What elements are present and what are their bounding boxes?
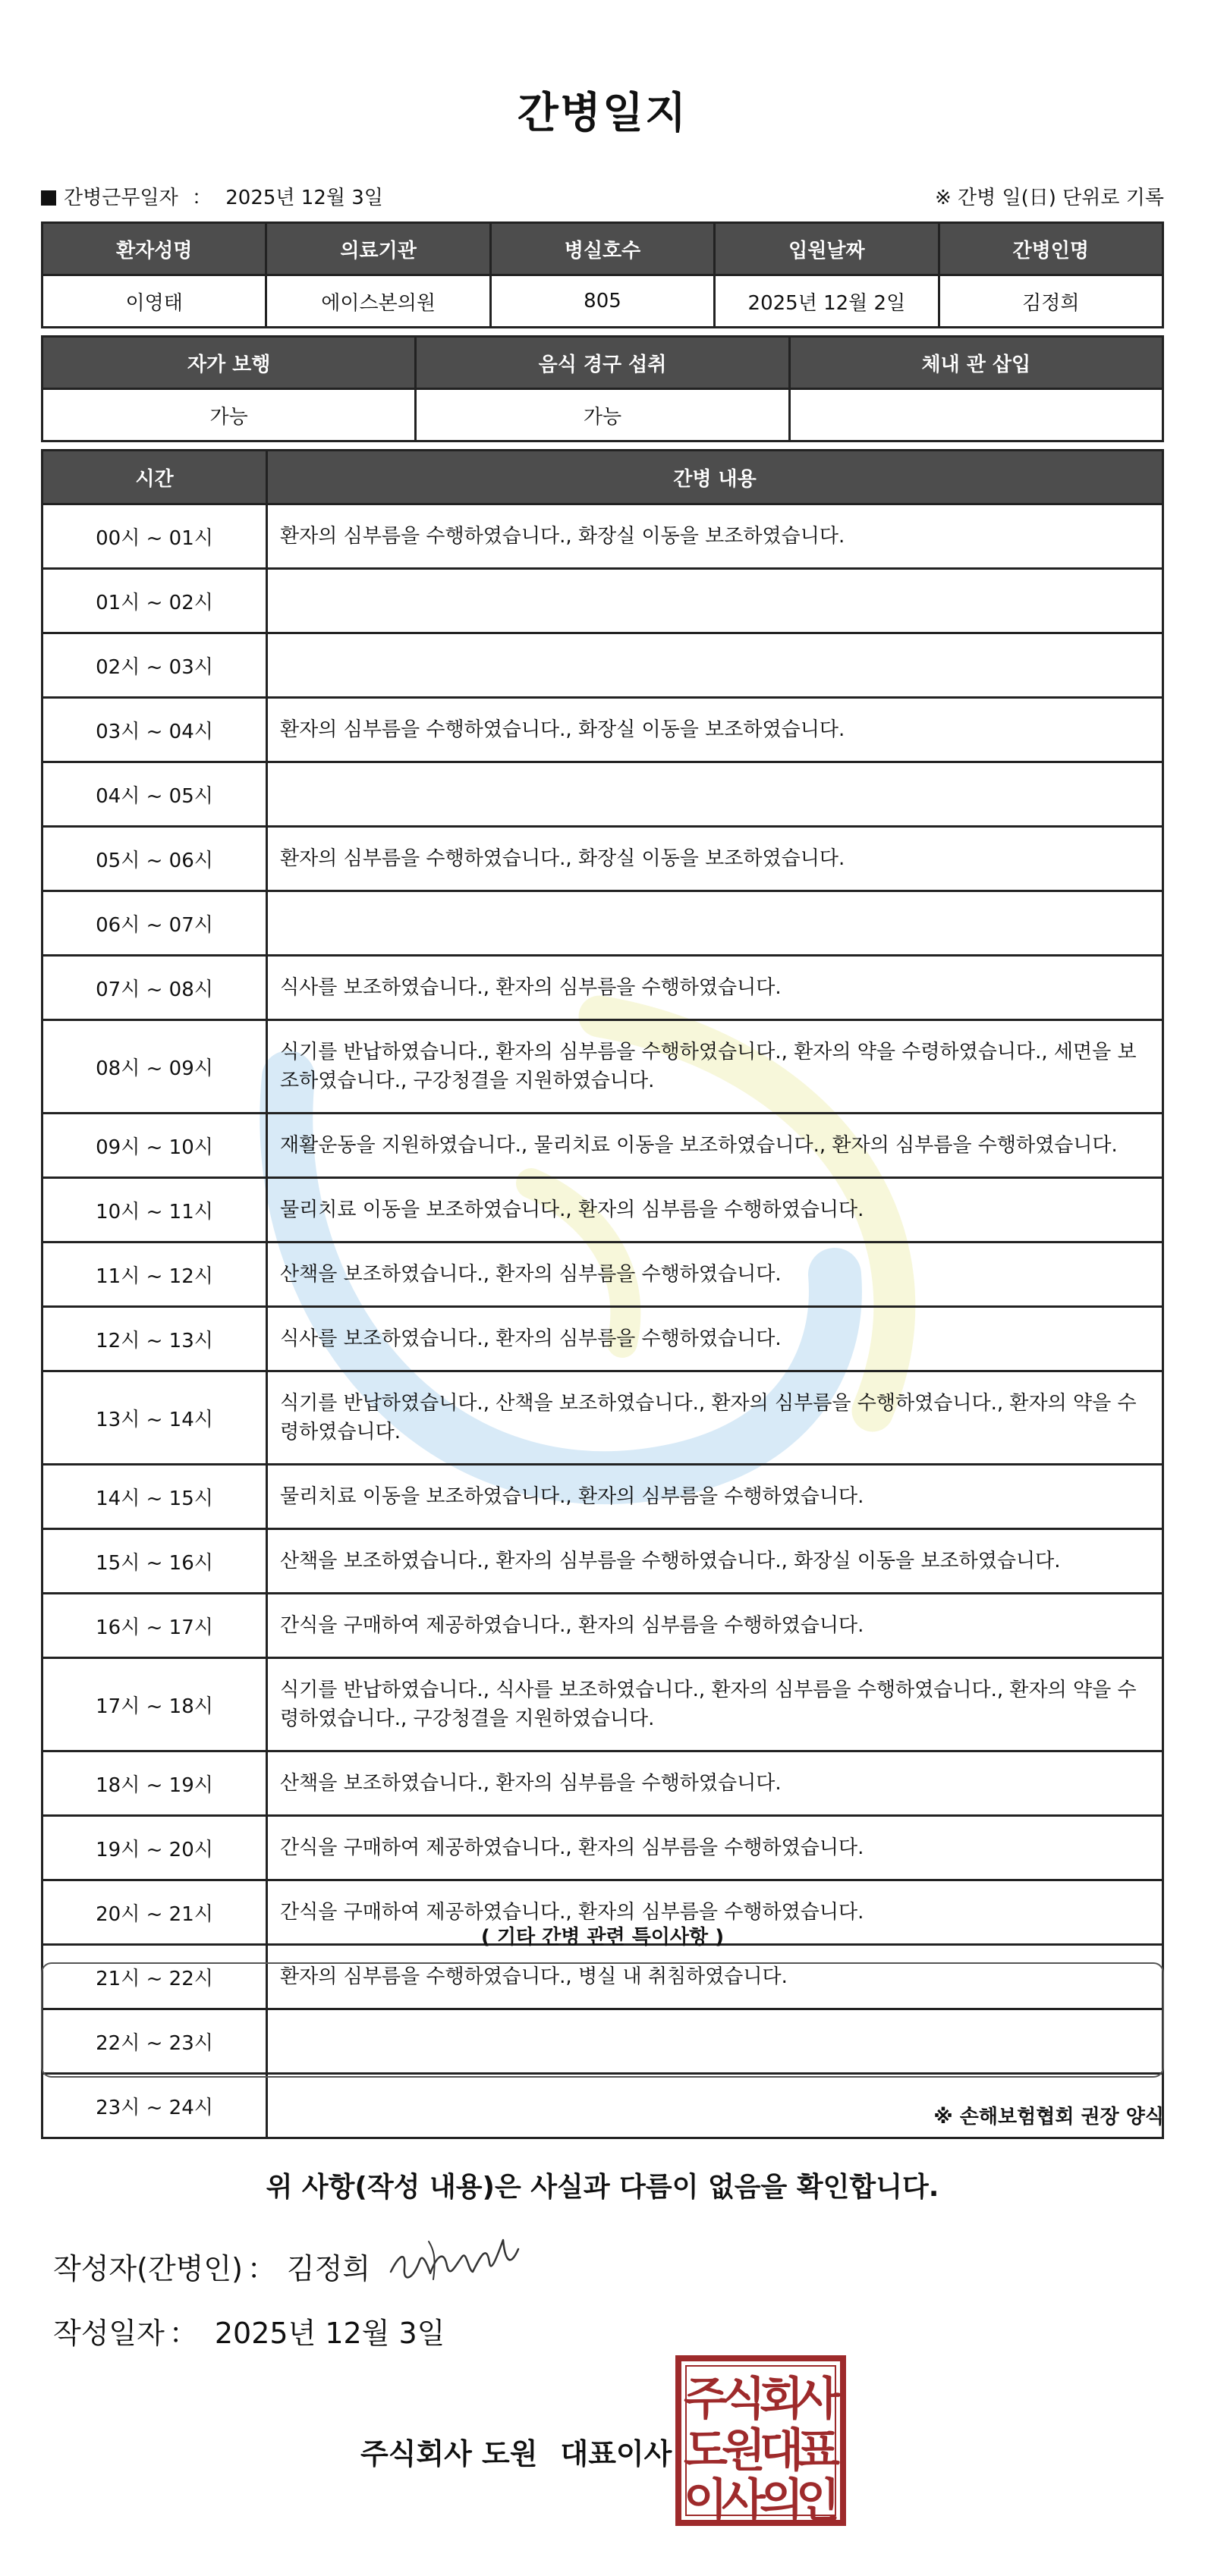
- care-log-time: 19시 ~ 20시: [42, 1816, 267, 1880]
- care-log-content: [267, 891, 1163, 956]
- care-log-time: 12시 ~ 13시: [42, 1307, 267, 1371]
- patient-status-table: [41, 335, 1164, 442]
- care-log-content: 식기를 반납하였습니다., 식사를 보조하였습니다., 환자의 심부름을 수행하였습니다., 환자의 약을 수령하였습니다., 구강청결을 지원하였습니다.: [267, 1658, 1163, 1751]
- info-header-admission-date: 입원날짜: [715, 223, 939, 275]
- care-log-row: [42, 1594, 1163, 1658]
- care-log-time: 00시 ~ 01시: [42, 504, 267, 569]
- patient-status-value-row: [42, 389, 1163, 441]
- care-log-time: 02시 ~ 03시: [42, 633, 267, 698]
- care-log-row: [42, 569, 1163, 633]
- seal-char: 이: [684, 2474, 728, 2526]
- care-log-content: 식사를 보조하였습니다., 환자의 심부름을 수행하였습니다.: [267, 956, 1163, 1020]
- care-log-row: [42, 1529, 1163, 1594]
- written-date-label: 작성일자: [53, 2317, 165, 2350]
- care-log-content: 재활운동을 지원하였습니다., 물리치료 이동을 보조하였습니다., 환자의 심부름을 수행하였습니다.: [267, 1114, 1163, 1178]
- care-log-content: 식기를 반납하였습니다., 산책을 보조하였습니다., 환자의 심부름을 수행하였습니다., 환자의 약을 수령하였습니다.: [267, 1371, 1163, 1465]
- remarks-box: [41, 1962, 1164, 2078]
- care-log-row: [42, 1242, 1163, 1307]
- care-log-time: 15시 ~ 16시: [42, 1529, 267, 1594]
- care-log-time: 22시 ~ 23시: [42, 2009, 267, 2074]
- care-log-time: 05시 ~ 06시: [42, 827, 267, 891]
- seal-char: 대: [760, 2424, 804, 2477]
- care-log-row: [42, 1307, 1163, 1371]
- care-log-content: 물리치료 이동을 보조하였습니다., 환자의 심부름을 수행하였습니다.: [267, 1178, 1163, 1242]
- care-log-content: [267, 633, 1163, 698]
- company-name: 주식회사 도원: [360, 2437, 538, 2471]
- care-log-row: [42, 1178, 1163, 1242]
- care-log-time: 06시 ~ 07시: [42, 891, 267, 956]
- writer-separator: ：: [247, 2252, 276, 2285]
- care-log-row: [42, 1371, 1163, 1465]
- care-log-time: 21시 ~ 22시: [42, 1945, 267, 2009]
- care-log-table: [41, 449, 1164, 2139]
- status-header-tube: 체내 관 삽입: [789, 337, 1163, 389]
- care-log-time: 11시 ~ 12시: [42, 1242, 267, 1307]
- standard-form-note: ※ 손해보험협회 권장 양식: [933, 2106, 1164, 2128]
- info-header-institution: 의료기관: [266, 223, 490, 275]
- info-value-room: 805: [490, 275, 714, 328]
- care-log-time: 03시 ~ 04시: [42, 698, 267, 762]
- care-log-time: 23시 ~ 24시: [42, 2074, 267, 2138]
- patient-info-value-row: [42, 275, 1163, 328]
- care-log-row: [42, 1465, 1163, 1529]
- care-log-content: 환자의 심부름을 수행하였습니다., 화장실 이동을 보조하였습니다.: [267, 698, 1163, 762]
- care-log-content: 환자의 심부름을 수행하였습니다., 화장실 이동을 보조하였습니다.: [267, 504, 1163, 569]
- care-log-row: [42, 956, 1163, 1020]
- seal-char: 도: [684, 2424, 728, 2477]
- status-header-walking: 자가 보행: [42, 337, 416, 389]
- status-header-oral-intake: 음식 경구 섭취: [416, 337, 789, 389]
- care-log-header-row: [42, 451, 1163, 504]
- care-log-row: [42, 633, 1163, 698]
- care-log-time: 08시 ~ 09시: [42, 1020, 267, 1114]
- info-value-admission-date: 2025년 12월 2일: [715, 275, 939, 328]
- care-log-time: 17시 ~ 18시: [42, 1658, 267, 1751]
- care-log-content: 산책을 보조하였습니다., 환자의 심부름을 수행하였습니다.: [267, 1751, 1163, 1816]
- care-log-content: [267, 762, 1163, 827]
- info-header-caregiver: 간병인명: [939, 223, 1163, 275]
- seal-char: 식: [722, 2373, 766, 2426]
- care-log-row: [42, 1816, 1163, 1880]
- care-log-time: 07시 ~ 08시: [42, 956, 267, 1020]
- seal-char: 회: [760, 2373, 804, 2426]
- care-log-content: 산책을 보조하였습니다., 환자의 심부름을 수행하였습니다., 화장실 이동을 보조하였습니다.: [267, 1529, 1163, 1594]
- work-date-line: [41, 182, 383, 210]
- company-role: 대표이사: [560, 2437, 672, 2471]
- seal-char: 인: [796, 2474, 840, 2526]
- care-log-time: 01시 ~ 02시: [42, 569, 267, 633]
- care-log-content: 식사를 보조하였습니다., 환자의 심부름을 수행하였습니다.: [267, 1307, 1163, 1371]
- patient-info-table: [41, 221, 1164, 328]
- care-log-content: 물리치료 이동을 보조하였습니다., 환자의 심부름을 수행하였습니다.: [267, 1465, 1163, 1529]
- care-log-row: [42, 1751, 1163, 1816]
- care-log-content: 간식을 구매하여 제공하였습니다., 환자의 심부름을 수행하였습니다.: [267, 1816, 1163, 1880]
- care-log-row: [42, 1114, 1163, 1178]
- status-value-tube: [789, 389, 1163, 441]
- care-log-time: 16시 ~ 17시: [42, 1594, 267, 1658]
- care-log-content: 식기를 반납하였습니다., 환자의 심부름을 수행하였습니다., 환자의 약을 수령하였습니다., 세면을 보조하였습니다., 구강청결을 지원하였습니다.: [267, 1020, 1163, 1114]
- care-log-content: 환자의 심부름을 수행하였습니다., 병실 내 취침하였습니다.: [267, 1945, 1163, 2009]
- care-log-time: 20시 ~ 21시: [42, 1880, 267, 1945]
- patient-info-header-row: [42, 223, 1163, 275]
- work-date-value: 2025년 12월 3일: [225, 187, 383, 209]
- company-line: [360, 2430, 672, 2472]
- writer-name: 김정희: [286, 2252, 371, 2285]
- log-header-content: 간병 내용: [267, 451, 1163, 504]
- care-log-time: 09시 ~ 10시: [42, 1114, 267, 1178]
- writer-label: 작성자(간병인): [53, 2252, 243, 2285]
- written-date-line: [53, 2310, 445, 2351]
- care-log-content: 환자의 심부름을 수행하였습니다., 화장실 이동을 보조하였습니다.: [267, 827, 1163, 891]
- document-title: 간병일지: [517, 89, 688, 138]
- info-header-room: 병실호수: [490, 223, 714, 275]
- care-log-row: [42, 504, 1163, 569]
- care-log-row: [42, 1020, 1163, 1114]
- seal-char: 의: [760, 2474, 804, 2526]
- care-log-row: [42, 827, 1163, 891]
- status-value-oral-intake: 가능: [416, 389, 789, 441]
- care-log-row: [42, 1658, 1163, 1751]
- work-date-label: 간병근무일자: [64, 187, 178, 209]
- care-log-body: [42, 504, 1163, 2138]
- seal-char: 사: [796, 2373, 840, 2426]
- care-log-content: [267, 569, 1163, 633]
- company-seal-stamp-icon: [675, 2355, 846, 2526]
- care-log-time: 10시 ~ 11시: [42, 1178, 267, 1242]
- info-value-institution: 에이스본의원: [266, 275, 490, 328]
- info-header-patient-name: 환자성명: [42, 223, 266, 275]
- info-value-patient-name: 이영태: [42, 275, 266, 328]
- care-log-row: [42, 698, 1163, 762]
- care-log-time: 14시 ~ 15시: [42, 1465, 267, 1529]
- seal-char: 표: [796, 2424, 840, 2477]
- care-log-content: 간식을 구매하여 제공하였습니다., 환자의 심부름을 수행하였습니다.: [267, 1594, 1163, 1658]
- written-date-separator: ：: [168, 2317, 198, 2350]
- care-log-time: 04시 ~ 05시: [42, 762, 267, 827]
- care-log-time: 13시 ~ 14시: [42, 1371, 267, 1465]
- seal-char: 원: [722, 2424, 766, 2477]
- work-date-separator: ：: [191, 187, 212, 209]
- care-log-row: [42, 762, 1163, 827]
- care-log-content: 산책을 보조하였습니다., 환자의 심부름을 수행하였습니다.: [267, 1242, 1163, 1307]
- info-value-caregiver: 김정희: [939, 275, 1163, 328]
- written-date-value: 2025년 12월 3일: [214, 2317, 445, 2350]
- record-note: ※ 간병 일(日) 단위로 기록: [934, 187, 1164, 209]
- status-value-walking: 가능: [42, 389, 416, 441]
- black-square-icon: [41, 190, 56, 206]
- handwritten-signature-icon: [383, 2226, 527, 2295]
- seal-char: 주: [684, 2373, 728, 2426]
- seal-char: 사: [722, 2474, 766, 2526]
- confirmation-statement: 위 사항(작성 내용)은 사실과 다름이 없음을 확인합니다.: [266, 2172, 939, 2203]
- care-log-row: [42, 891, 1163, 956]
- writer-line: [53, 2245, 370, 2287]
- remarks-title: ( 기타 간병 관련 특이사항 ): [480, 1926, 725, 1949]
- log-header-time: 시간: [42, 451, 267, 504]
- care-log-time: 18시 ~ 19시: [42, 1751, 267, 1816]
- patient-status-header-row: [42, 337, 1163, 389]
- care-log-content: 간식을 구매하여 제공하였습니다., 환자의 심부름을 수행하였습니다.: [267, 1880, 1163, 1945]
